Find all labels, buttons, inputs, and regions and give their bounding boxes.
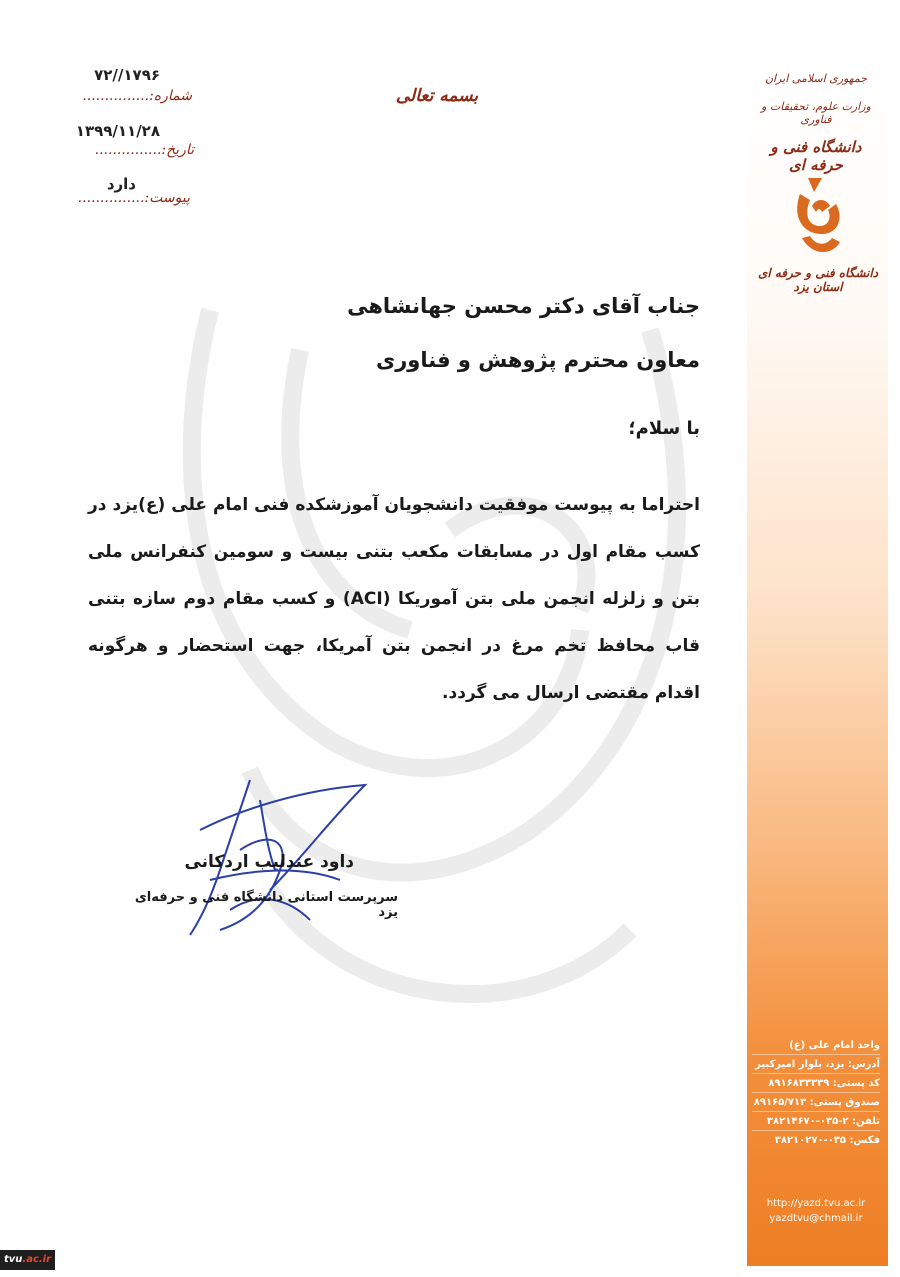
bismillah-heading: بسمه تعالی [395, 86, 479, 106]
recipient-name: جناب آقای دکتر محسن جهانشاهی [347, 294, 700, 318]
contact-line: واحد امام علی (ع) [789, 1040, 880, 1051]
contact-line: تلفن: ۲-۰۳۵-۳۸۲۱۴۶۷۰ [752, 1111, 880, 1130]
contact-line: کد پستی: ۸۹۱۶۸۳۳۳۳۹ [752, 1073, 880, 1092]
gov-line-3: دانشگاه فنی و حرفه ای [770, 138, 862, 174]
attachment-label: پیوست:............... [77, 190, 190, 206]
university-name: دانشگاه فنی و حرفه ای استان یزد [757, 266, 879, 294]
attachment-value: دارد [106, 175, 136, 193]
contact-line: آدرس: یزد، بلوار امیرکبیر [752, 1054, 880, 1073]
signer-title: سرپرست استانی دانشگاه فنی و حرفه‌ای یزد [134, 890, 398, 920]
contact-block [752, 1036, 880, 1149]
site-badge: tvu.ac.ir [0, 1250, 55, 1270]
university-logo-icon [792, 176, 844, 258]
letter-number-value: ۷۲//۱۷۹۶ [94, 66, 160, 84]
letter-body [88, 482, 700, 717]
body-paragraph: احتراما به پیوست موفقیت دانشجویان آموزشکده فنی امام علی (ع)یزد در کسب مقام اول در مسابقات مکعب بتنی بیست و سومین کنفرانس ملی بتن و زلزله انجمن ملی بتن آموریکا (ACI) و کسب مقام دوم سازه بتنی قاب محافظ تخم مرغ در انجمن بتن آمریکا، جهت استحضار و هرگونه اقدام مقتضی ارسال می گردد. [88, 495, 700, 703]
letter-number-label: شماره:............... [82, 88, 192, 104]
email-link[interactable]: yazdtvu@chmail.ir [769, 1213, 863, 1224]
letter-date-value: ۱۳۹۹/۱۱/۲۸ [75, 122, 160, 140]
greeting: با سلام؛ [628, 418, 700, 439]
contact-line: فکس: ۰۳۵-۳۸۲۱۰۲۷۰ [752, 1130, 880, 1149]
gov-line-1: جمهوری اسلامی ایران [764, 72, 868, 85]
website-link[interactable]: http://yazd.tvu.ac.ir [766, 1198, 866, 1209]
recipient-title: معاون محترم پژوهش و فناوری [375, 348, 700, 372]
contact-line: صندوق پستی: ۸۹۱۶۵/۷۱۳ [752, 1092, 880, 1111]
letter-date-label: تاریخ:............... [94, 142, 194, 158]
gov-line-2: وزارت علوم، تحقیقات و فناوری [761, 100, 871, 126]
web-contact [752, 1196, 880, 1226]
signer-name: داود عندلیب اردکانی [184, 852, 354, 872]
